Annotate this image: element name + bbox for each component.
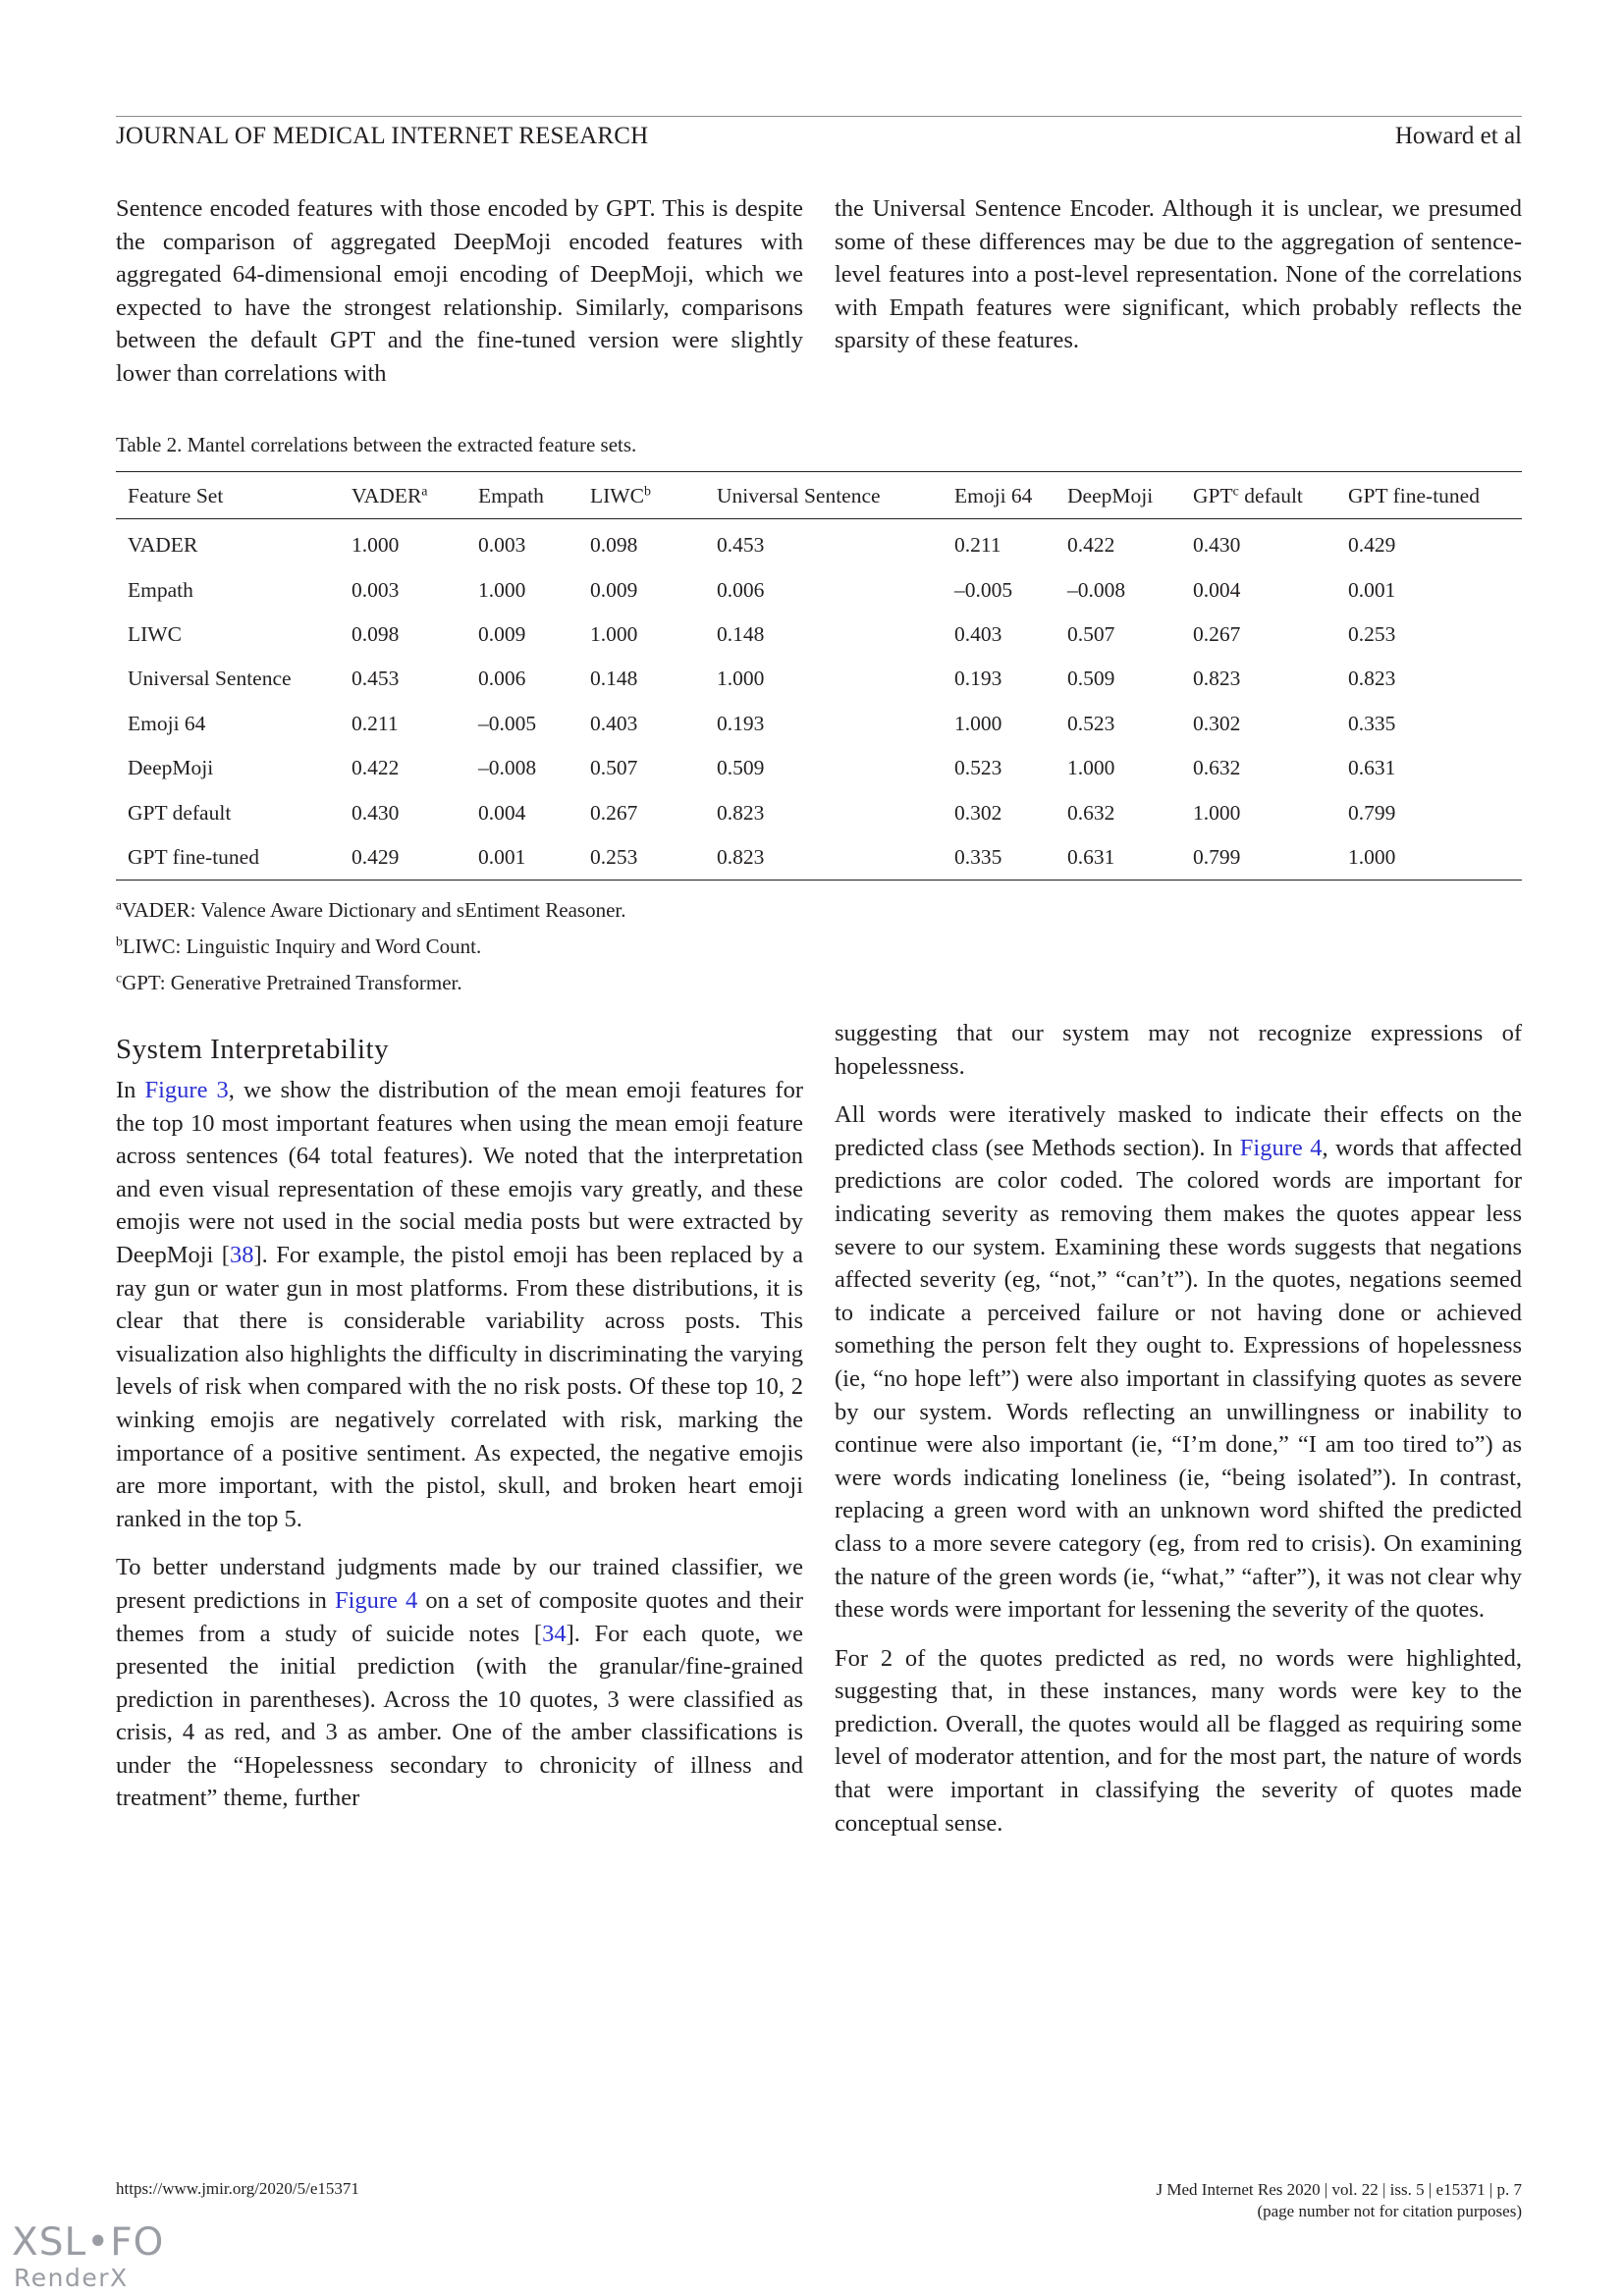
table-cell: 0.006 [717,577,765,602]
section-left-column [116,1033,803,1815]
row-label: Emoji 64 [128,711,206,735]
table-cell: 0.823 [717,800,765,825]
table-cell: 1.000 [590,621,638,646]
table-cell: 0.823 [1348,667,1396,691]
table-cell: 0.422 [352,756,400,780]
footnote-c: $^c$GPT: Generative Pretrained Transformer. [116,970,462,994]
table-cell: 0.302 [1193,711,1241,735]
table-cell: 0.632 [1193,756,1241,780]
journal-title: JOURNAL OF MEDICAL INTERNET RESEARCH [116,123,649,149]
table-cell: 0.009 [590,577,638,602]
table-cell: 0.098 [352,621,400,646]
table-row [116,567,1522,612]
table-cell: 0.211 [954,533,1001,558]
table-row [116,790,1522,834]
header-liwc: LIWC$^b$ [590,484,651,507]
table-cell: 0.148 [717,621,765,646]
table-cell: 0.004 [1193,577,1241,602]
footnote-b: $^b$LIWC: Linguistic Inquiry and Word Count. [116,934,482,958]
table-row [116,835,1522,881]
header-feature-set: Feature Set [128,484,224,507]
table-cell: 0.799 [1193,844,1241,869]
table-cell: 0.631 [1348,756,1396,780]
section-right-column [835,1017,1522,1840]
header-gpt-fine-tuned: GPT fine-tuned [1348,484,1480,507]
header-universal-sentence: Universal Sentence [717,484,881,507]
table-cell: 0.253 [590,844,638,869]
table-cell: 1.000 [1067,756,1115,780]
footnote-a: $^a$VADER: Valence Aware Dictionary and sEntiment Reasoner. [116,897,626,922]
table-row [116,702,1522,746]
table-cell: 1.000 [1193,800,1241,825]
table-cell: 0.001 [478,844,526,869]
figure-3-link[interactable]: Figure 3 [144,1077,229,1103]
table-cell: 0.003 [478,533,526,558]
table-cell: 0.193 [717,711,765,735]
table-cell: 0.429 [1348,533,1396,558]
table-cell: 0.453 [352,667,400,691]
table-cell: 0.253 [1348,621,1396,646]
table-cell: 0.148 [590,667,638,691]
row-label: GPT fine-tuned [128,844,259,869]
intro-right-column [835,192,1522,357]
table-row [116,519,1522,568]
header-deepmoji: DeepMoji [1067,484,1154,507]
table-cell: 0.823 [717,844,765,869]
table-cell: 0.403 [954,621,1002,646]
intro-right-paragraph: the Universal Sentence Encoder. Although it is unclear, we presumed some of these differences may be due to the aggregation of sentence-level features into a post-level representation. None of the correlations with Empath features were significant, which probably reflects the sparsity of these features. [835,195,1522,354]
header-empath: Empath [478,484,544,507]
table-cell: 0.211 [352,711,399,735]
table-cell: 0.098 [590,533,638,558]
table-cell: 0.009 [478,621,526,646]
table-cell: 0.632 [1067,800,1115,825]
table-cell: 0.509 [1067,667,1115,691]
figure-4-link-2[interactable]: Figure 4 [1239,1134,1323,1161]
table-cell: 0.631 [1067,844,1115,869]
mantel-correlation-table [116,471,1522,881]
table-cell: 1.000 [1348,844,1396,869]
footer-citation [1157,2179,1522,2222]
table-cell: –0.005 [478,711,537,735]
paragraph-conclusion: For 2 of the quotes predicted as red, no words were highlighted, suggesting that, in these instances, many words were key to the prediction. Overall, the quotes would all be flagged as requiring some level of moderator attention, and for the most part, the nature of words that were important in classifying the severity of quotes made conceptual sense. [835,1644,1522,1837]
table-cell: 0.001 [1348,577,1396,602]
table-cell: 0.302 [954,800,1002,825]
reference-38-link[interactable]: 38 [229,1241,254,1268]
table-row [116,613,1522,657]
table-cell: 0.799 [1348,800,1396,825]
footer-url[interactable]: https://www.jmir.org/2020/5/e15371 [116,2179,359,2198]
table-cell: 0.335 [954,844,1002,869]
header-gpt-default: GPT$^c$ default [1193,484,1303,507]
row-label: Empath [128,577,193,602]
table-cell: 0.267 [590,800,638,825]
intro-left-paragraph: Sentence encoded features with those encoded by GPT. This is despite the comparison of aggregated DeepMoji encoded features with aggregated 64-dimensional emoji encoding of DeepMoji, which we expected to have the strongest relationship. Similarly, comparisons between the default GPT and the fine-tuned version were slightly lower than correlations with [116,195,803,387]
table-cell: 0.006 [478,667,526,691]
renderx-watermark [12,2220,165,2292]
footer-note: (page number not for citation purposes) [1257,2202,1522,2220]
table-row [116,746,1522,790]
table-cell: –0.008 [478,756,537,780]
xslfo-logo-text: XSL•FO [12,2220,165,2265]
table-cell: 0.507 [1067,621,1115,646]
table-cell: 0.523 [954,756,1002,780]
table-cell: –0.008 [1067,577,1126,602]
paragraph-hopelessness: suggesting that our system may not recognize expressions of hopelessness. [835,1020,1522,1080]
row-label: GPT default [128,800,232,825]
table-cell: 0.335 [1348,711,1396,735]
table-row [116,657,1522,701]
header-vader: VADER$^a$ [352,484,428,507]
table-cell: 0.453 [717,533,765,558]
table-cell: 0.429 [352,844,400,869]
section-title: System Interpretability [116,1034,390,1065]
row-label: Universal Sentence [128,667,292,691]
intro-left-column [116,192,803,391]
table-header-row [116,472,1522,519]
figure-4-link[interactable]: Figure 4 [334,1586,418,1614]
table-cell: 0.507 [590,756,638,780]
table-cell: 0.003 [352,577,400,602]
table-cell: 0.193 [954,667,1002,691]
table-cell: 0.823 [1193,667,1241,691]
table-cell: 0.403 [590,711,638,735]
table-cell: 1.000 [717,667,765,691]
table-cell: 1.000 [352,533,400,558]
paragraph-figure-4: To better understand judgments made by our trained classifier, we present predictions in Figure 4 on a set of composite quotes and their themes from a study of suicide notes [34]. For each quote, we presented the initial prediction (with the granular/fine-grained prediction in parentheses). Across the 10 quotes, 3 were classified as crisis, 4 as red, and 3 as amber. One of the amber classifications is under the “Hopelessness secondary to chronicity of illness and treatment” theme, further [116,1554,803,1812]
footer-citation-line: J Med Internet Res 2020 | vol. 22 | iss. 5 | e15371 | p. 7 [1156,2180,1522,2199]
table-cell: 0.430 [352,800,400,825]
table-cell: 1.000 [954,711,1002,735]
header-rule [116,116,1522,117]
author-running-head: Howard et al [1394,123,1522,149]
table-cell: 0.430 [1193,533,1241,558]
table-cell: 0.004 [478,800,526,825]
table-cell: 0.422 [1067,533,1115,558]
table-caption: Table 2. Mantel correlations between the extracted feature sets. [116,433,637,456]
paragraph-masking: All words were iteratively masked to indicate their effects on the predicted class (see Methods section). In Figure 4, words that affected predictions are color coded. The colored words are important for indicating severity as removing them makes the quotes appear less severe to our system. Examining these words suggests that negations affected severity (eg, “not,” “can’t”). In the quotes, negations seemed to indicate a perceived failure or not having done or achieved something the person felt they ought to. Expressions of hopelessness (ie, “no hope left”) were also important in classifying quotes as severe by our system. Words reflecting an unwillingness or inability to continue were also important (ie, “I’m done,” “I am too tired to”) as were words indicating loneliness (ie, “being isolated”). In contrast, replacing a green word with an unknown word shifted the predicted class to a more severe category (eg, from red to crisis). On examining the nature of the green words (ie, “what,” “after”), it was not clear why these words were important for lessening the severity of the quotes. [835,1101,1522,1624]
table-cell: –0.005 [954,577,1013,602]
table-body [116,519,1522,881]
renderx-logo-text: RenderX [14,2264,129,2292]
table-cell: 1.000 [478,577,526,602]
reference-34-link[interactable]: 34 [542,1620,567,1647]
table-cell: 0.523 [1067,711,1115,735]
row-label: LIWC [128,621,182,646]
row-label: DeepMoji [128,756,214,780]
table-cell: 0.267 [1193,621,1241,646]
row-label: VADER [128,533,198,558]
table-cell: 0.509 [717,756,765,780]
header-emoji-64: Emoji 64 [954,484,1033,507]
paragraph-figure-3: In Figure 3, we show the distribution of the mean emoji features for the top 10 most important features when using the mean emoji feature across sentences (64 total features). We noted that the interpretation and even visual representation of these emojis vary greatly, and these emojis were not used in the social media posts but were extracted by DeepMoji [38]. For example, the pistol emoji has been replaced by a ray gun or water gun in most platforms. From these distributions, it is clear that there is considerable variability across posts. This visualization also highlights the difficulty in discriminating the varying levels of risk when compared with the no risk posts. Of these top 10, 2 winking emojis are negatively correlated with risk, marking the importance of a positive sentiment. As expected, the negative emojis are more important, with the pistol, skull, and broken heart emoji ranked in the top 5. [116,1077,803,1532]
